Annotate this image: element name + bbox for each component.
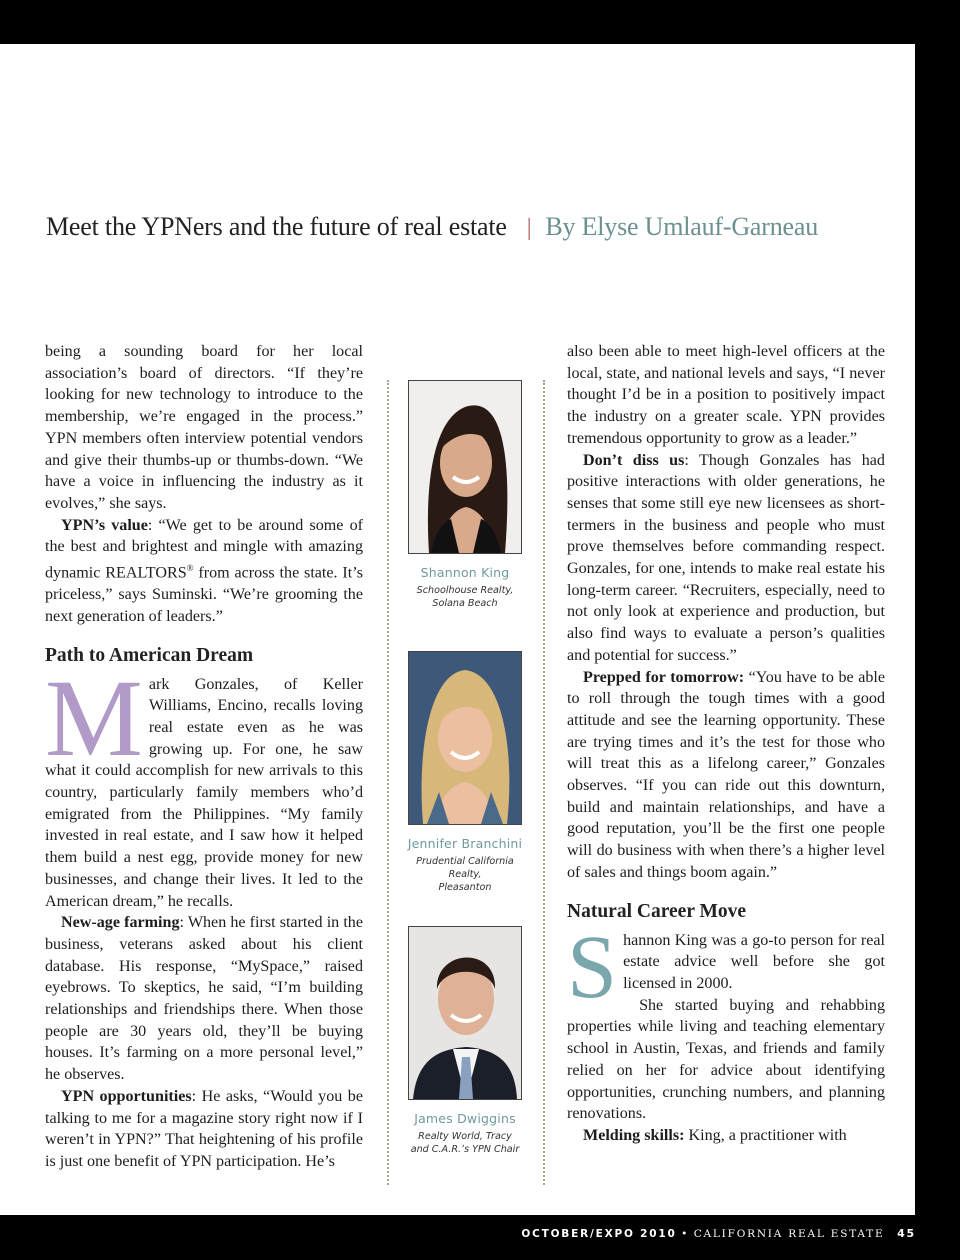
paragraph-lead: YPN’s value [61,516,148,534]
paragraph-text: : When he first started in the business, veterans asked about his client database. His response, “MySpace,” raised eyebrows. To skeptics, he said, “I’m building relationships and friendships there. When those people are 30 years old, they’ll be buying houses. It’s farming on a more personal level,” he observes. [45,914,363,1084]
paragraph-lead: New-age farming [61,914,180,932]
affiliation-line: Schoolhouse Realty, [416,585,514,596]
affiliation-line: Solana Beach [432,598,498,609]
footer-folio [521,1227,916,1240]
profile-name: Jennifer Branchini [407,836,523,851]
article-header [46,212,906,242]
profile-jennifer-branchini [399,651,531,894]
affiliation-line: and C.A.R.’s YPN Chair [410,1144,520,1155]
paragraph: being a sounding board for her local association’s board of directors. “If they’re looking for new technology to introduce to the membership, we’re engaged in the process.” YPN members often interview potential vendors and give their thumbs-up or thumbs-down. “We have a voice in influencing the industry as it evolves,” she says. [45,343,363,512]
portrait-photo [408,380,522,554]
registered-mark: ® [186,563,194,574]
article-title: Meet the YPNers and the future of real estate [46,212,507,241]
profile-affiliation [399,584,531,610]
paragraph-text: from across the state. It’s priceless,” says Suminski. “We’re grooming the next generation of leaders.” [45,564,363,625]
paragraph-lead: Melding skills: [583,1126,685,1144]
paragraph [45,515,363,628]
affiliation-line: Prudential California Realty, [416,856,514,880]
left-column [45,341,363,1173]
paragraph [567,1125,885,1147]
paragraph-text: : “We get to be around some of the best and brightest and mingle with amazing dynamic REALTORS [45,516,363,582]
paragraph [567,667,885,884]
paragraph-text: King, a practitioner with [684,1126,847,1144]
title-separator: | [526,215,532,241]
page-number: 45 [897,1227,916,1240]
paragraph-lead: YPN opportunities [61,1087,192,1105]
paragraph [45,912,363,1086]
paragraph: also been able to meet high-level officers at the local, state, and national levels and says, “I never thought I’d be in a position to positively impact the industry on a greater scale. YPN provides tremendous opportunity to grow as a leader.” [567,343,885,447]
paragraph [567,450,885,667]
footer-magazine: CALIFORNIA REAL ESTATE [693,1228,885,1240]
drop-cap: M [45,656,143,779]
paragraph [567,917,885,1017]
paragraph [45,656,363,913]
drop-cap: S [567,917,618,1017]
portrait-photo [408,651,522,825]
paragraph-text: : Though Gonzales has had positive interactions with older generations, he senses that some still eye new licensees as short-termers in the business and people who must prove themselves before commanding respect. Gonzales, for one, intends to make real estate his long-term career. “Recruiters, especially, need to not only look at experience and production, but also find ways to evaluate a person’s qualities and potential for success.” [567,451,885,664]
profile-name: Shannon King [420,565,510,580]
paragraph-text: “You have to be able to roll through the tough times with a good attitude and see the learning opportunity. These are trying times and it’s the test for those who will treat this as a lifelong career,” Gonzales observes. “If you can ride out this downturn, build and maintain relationships, and have a good reputation, you’ll be the first one people will do business with when there’s a higher level of sales and things boom again.” [567,668,885,881]
profile-shannon-king [399,380,531,610]
article-byline: By Elyse Umlauf-Garneau [545,212,818,241]
paragraph-text: : He asks, “Would you be talking to me for a magazine story right now if I weren’t in YPN?” That heightening of his profile is just one benefit of YPN participation. He’s [45,1087,363,1170]
section-subhead: Path to American Dream [45,644,254,666]
affiliation-line: Realty World, Tracy [418,1131,512,1142]
paragraph-text: ark Gonzales, of Keller Williams, Encino, recalls loving real estate even as he was growing up. For one, he saw what it could accomplish for new arrivals to this country, particularly family members who’d emigrated from the Philippines. “My family invested in real estate, and I saw how it helped them build a nest egg, provide money for new businesses, and change their lives. It led to the American dream,” he recalls. [45,675,363,910]
affiliation-line: Pleasanton [438,882,492,893]
column-divider [387,380,389,1185]
paragraph-lead: Don’t diss us [583,451,685,469]
footer-bullet: • [681,1228,690,1240]
paragraph-lead: Prepped for tomorrow: [583,668,745,686]
portrait-photo [408,926,522,1100]
profile-name: James Dwiggins [414,1111,516,1126]
footer-issue: OCTOBER/EXPO 2010 [521,1228,677,1240]
profile-affiliation [399,1130,531,1156]
section-subhead: Natural Career Move [567,900,747,922]
right-column [567,341,885,1147]
paragraph-text: hannon King was a go-to person for real estate advice well before she got licensed in 2000. [623,931,885,992]
profile-affiliation [399,855,531,894]
column-divider [543,380,545,1185]
paragraph [45,1086,363,1173]
profile-james-dwiggins [399,926,531,1156]
page-footer [0,1215,960,1260]
paragraph: She started buying and rehabbing properties while living and teaching elementary school in Austin, Texas, and friends and family relied on her for advice about identifying opportunities, crunching numbers, and planning renovations. [567,996,885,1123]
